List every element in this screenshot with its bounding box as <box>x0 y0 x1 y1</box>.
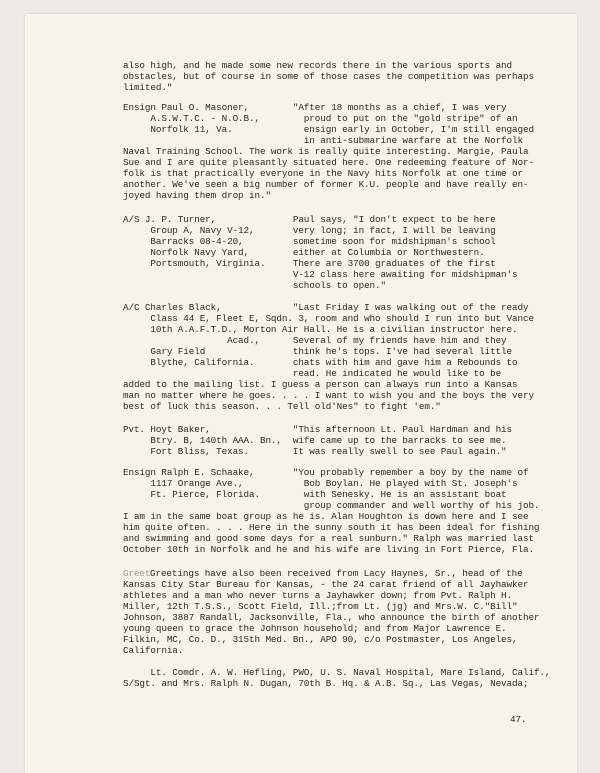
entry-line: Btry. B, 140th AAA. Bn., wife came up to the barracks to see me. <box>123 435 507 446</box>
entry-line: Group A, Navy V-12, very long; in fact, I will be leaving <box>123 225 496 236</box>
entry-line: Greetings have also been received from Lacy Haynes, Sr., head of the <box>150 568 523 579</box>
paragraph-intro: also high, and he made some new records there in the various sports and <box>123 60 513 71</box>
entry-line: Norfolk 11, Va. ensign early in October, I'm still engaged <box>123 124 534 135</box>
entry-line: joyed having them drop in." <box>123 190 271 201</box>
entry-line: Ft. Pierce, Florida. with Senesky. He is an assistant boat <box>123 489 507 500</box>
entry-line: Gary Field think he's tops. I've had several little <box>123 346 513 357</box>
page-number: 47. <box>510 714 527 725</box>
entry-line: Portsmouth, Virginia. There are 3700 graduates of the first <box>123 258 496 269</box>
entry-line: young queen to grace the Johnson household; and from Major Lawrence E. <box>123 623 507 634</box>
entry-line: Sue and I are quite pleasantly situated here. One redeeming feature of Nor- <box>123 157 534 168</box>
entry-line: A/S J. P. Turner, Paul says, "I don't expect to be here <box>123 214 496 225</box>
entry-line: group commander and well worthy of his job. <box>123 500 540 511</box>
entry-line: A.S.W.T.C. - N.O.B., proud to put on the "gold stripe" of an <box>123 113 518 124</box>
entry-line: man no matter where he goes. . . . I want to wish you and the boys the very <box>123 390 534 401</box>
entry-line: Norfolk Navy Yard, either at Columbia or Northwestern. <box>123 247 485 258</box>
entry-line: Naval Training School. The work is really quite interesting. Margie, Paula <box>123 146 529 157</box>
entry-line: folk is that practically everyone in the Navy hits Norfolk at one time or <box>123 168 523 179</box>
entry-line: Miller, 12th T.S.S., Scott Field, Ill.;from Lt. (jg) and Mrs.W. C."Bill" <box>123 601 518 612</box>
entry-line: S/Sgt. and Mrs. Ralph N. Dugan, 70th B. Hq. & A.B. Sq., Las Vegas, Nevada; <box>123 678 529 689</box>
typed-letter-page <box>25 14 577 773</box>
entry-line: and swimming and good some days for a real sunburn." Ralph was married last <box>123 533 534 544</box>
struck-prefix: Greet <box>123 568 151 579</box>
entry-line: read. He indicated he would like to be <box>123 368 502 379</box>
entry-line: Class 44 E, Fleet E, Sqdn. 3, room and who should I run into but Vance <box>123 313 534 324</box>
entry-line: Kansas City Star Bureau for Kansas, - the 24 carat friend of all Jayhawker <box>123 579 529 590</box>
entry-line: Filkin, MC, Co. D., 315th Med. Bn., APO 90, c/o Postmaster, Los Angeles, <box>123 634 518 645</box>
entry-line: 1117 Orange Ave., Bob Boylan. He played with St. Joseph's <box>123 478 518 489</box>
entry-line: him quite often. . . . Here in the sunny south it has been ideal for fishing <box>123 522 540 533</box>
paragraph-intro: obstacles, but of course in some of those cases the competition was perhaps <box>123 71 534 82</box>
entry-line: best of luck this season. . . Tell old'Nes" to fight 'em." <box>123 401 441 412</box>
entry-line: Ensign Paul O. Masoner, "After 18 months as a chief, I was very <box>123 102 507 113</box>
entry-line: 10th A.A.F.T.D., Morton Air Hall. He is a civilian instructor here. <box>123 324 518 335</box>
entry-line: Ensign Ralph E. Schaake, "You probably remember a boy by the name of <box>123 467 529 478</box>
entry-line: schools to open." <box>123 280 386 291</box>
entry-line: in anti-submarine warfare at the Norfolk <box>123 135 523 146</box>
entry-line: A/C Charles Black, "Last Friday I was walking out of the ready <box>123 302 529 313</box>
entry-line: Acad., Several of my friends have him and they <box>123 335 507 346</box>
entry-line: I am in the same boat group as he is. Alan Houghton is down here and I see <box>123 511 529 522</box>
entry-line: another. We've seen a big number of former K.U. people and have really en- <box>123 179 529 190</box>
entry-line: Pvt. Hoyt Baker, "This afternoon Lt. Paul Hardman and his <box>123 424 513 435</box>
entry-line: added to the mailing list. I guess a person can always run into a Kansas <box>123 379 518 390</box>
entry-line: Blythe, California. chats with him and gave him a Rebounds to <box>123 357 518 368</box>
paragraph-intro: limited." <box>123 82 173 93</box>
entry-line: Fort Bliss, Texas. It was really swell to see Paul again." <box>123 446 507 457</box>
entry-line: Lt. Comdr. A. W. Hefling, PWO, U. S. Naval Hospital, Mare Island, Calif., <box>123 667 551 678</box>
entry-line: Johnson, 3887 Randall, Jacksonville, Fla., who announce the birth of another <box>123 612 540 623</box>
entry-line: Barracks 08-4-20, sometime soon for midshipman's school <box>123 236 496 247</box>
entry-line: California. <box>123 645 184 656</box>
entry-line: V-12 class here awaiting for midshipman's <box>123 269 518 280</box>
entry-line: October 10th in Norfolk and he and his wife are living in Fort Pierce, Fla. <box>123 544 534 555</box>
entry-line: athletes and a man who never turns a Jayhawker down; from Pvt. Ralph H. <box>123 590 513 601</box>
